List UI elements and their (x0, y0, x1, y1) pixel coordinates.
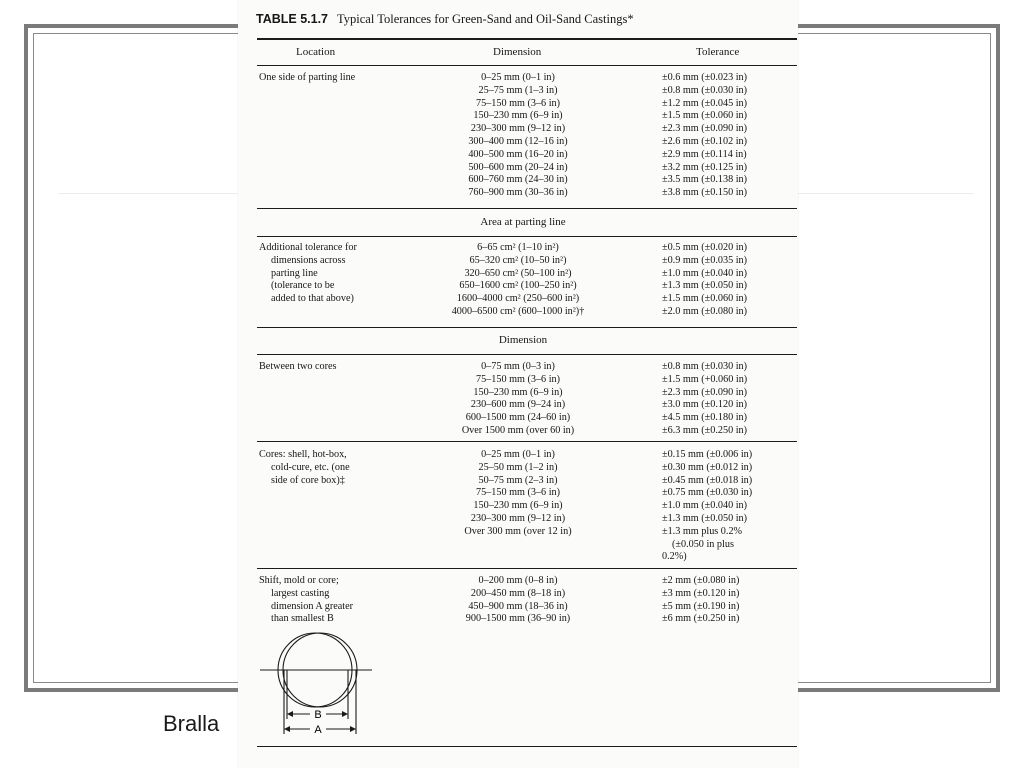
dimension-cell: 500–600 mm (20–24 in) (468, 161, 568, 173)
dimension-list (428, 361, 608, 438)
dimension-cell: Over 1500 mm (over 60 in) (461, 424, 575, 436)
location-line: side of core box)‡ (271, 474, 345, 486)
label-a: A (314, 724, 322, 736)
location-line: Shift, mold or core; (259, 575, 339, 586)
section-location (259, 449, 350, 487)
header-dimension: Dimension (493, 46, 542, 58)
dimension-cell: 65–320 cm² (10–50 in²) (469, 254, 567, 266)
tolerance-cell: ±0.30 mm (±0.012 in) (662, 461, 753, 473)
tolerance-cell: ±3.2 mm (±0.125 in) (662, 161, 748, 173)
location-line: dimensions across (271, 254, 346, 266)
tolerance-cell: ±0.9 mm (±0.035 in) (662, 254, 748, 266)
dimension-cell: 230–300 mm (9–12 in) (470, 512, 566, 524)
dimension-cell: 150–230 mm (6–9 in) (473, 500, 563, 512)
dimension-cell: 230–300 mm (9–12 in) (470, 123, 566, 135)
tolerance-cell: ±1.5 mm (±0.060 in) (662, 110, 748, 122)
tolerance-cell: ±0.15 mm (±0.006 in) (662, 449, 753, 460)
header-rule (257, 65, 797, 66)
arrow-b-left (287, 711, 293, 717)
tolerance-cell: ±3.8 mm (±0.150 in) (662, 187, 748, 199)
location-line: Between two cores (259, 361, 337, 372)
tolerance-list (662, 449, 752, 564)
dimension-list (428, 242, 608, 319)
section-rule (257, 236, 797, 237)
dimension-cell: 450–900 mm (18–36 in) (468, 600, 568, 612)
tolerance-list (662, 72, 747, 200)
dimension-cell: 4000–6500 cm² (600–1000 in²)† (451, 305, 585, 317)
tolerance-cell: ±2.3 mm (±0.090 in) (662, 386, 748, 398)
arrow-b-right (342, 711, 348, 717)
location-line: largest casting (271, 587, 330, 599)
tolerance-cell: ±1.3 mm (±0.050 in) (662, 512, 748, 524)
dimension-cell: 1600–4000 cm² (250–600 in²) (456, 293, 580, 305)
dimension-cell: 0–200 mm (0–8 in) (478, 575, 558, 586)
top-rule (257, 38, 797, 40)
location-line: parting line (271, 267, 318, 279)
dimension-cell: 650–1600 cm² (100–250 in²) (459, 280, 577, 292)
scanned-table-page (238, 0, 798, 768)
section-location (259, 72, 355, 85)
tolerance-cell: ±2.6 mm (±0.102 in) (662, 135, 748, 147)
tolerance-cell: ±2.3 mm (±0.090 in) (662, 123, 748, 135)
tolerance-cell: ±1.3 mm plus 0.2% (662, 525, 743, 537)
tolerance-cell: ±4.5 mm (±0.180 in) (662, 412, 748, 424)
subheader-area: Area at parting line (480, 216, 566, 228)
section-rule (257, 208, 797, 209)
dimension-cell: 600–760 mm (24–30 in) (468, 174, 568, 186)
tolerance-cell: ±2.9 mm (±0.114 in) (662, 148, 747, 160)
dimension-cell: 25–75 mm (1–3 in) (478, 84, 558, 96)
core-shift-diagram (256, 624, 376, 742)
dimension-cell: 320–650 cm² (50–100 in²) (464, 267, 572, 279)
tolerance-cell: ±6.3 mm (±0.250 in) (662, 424, 748, 436)
dimension-cell: 25–50 mm (1–2 in) (478, 461, 558, 473)
dimension-cell: 0–25 mm (0–1 in) (481, 72, 555, 83)
dimension-cell: 300–400 mm (12–16 in) (468, 135, 568, 147)
tolerance-cell: 0.2%) (662, 551, 687, 563)
tolerance-cell: ±1.5 mm (+0.060 in) (662, 373, 748, 385)
caption-text: Bralla (163, 711, 220, 736)
dimension-cell: 75–150 mm (3–6 in) (475, 373, 561, 385)
section-rule (257, 441, 797, 442)
tolerance-cell: ±0.6 mm (±0.023 in) (662, 72, 748, 83)
section-location (259, 361, 337, 374)
dimension-cell: 400–500 mm (16–20 in) (468, 148, 568, 160)
tolerance-cell: ±1.0 mm (±0.040 in) (662, 267, 748, 279)
dimension-list (428, 72, 608, 200)
location-line: added to that above) (271, 293, 354, 305)
subheader-dimension: Dimension (498, 334, 548, 346)
tolerance-cell: ±3 mm (±0.120 in) (662, 587, 740, 599)
header-tolerance: Tolerance (696, 46, 740, 58)
dimension-cell: 150–230 mm (6–9 in) (473, 110, 563, 122)
table-title (256, 12, 634, 27)
tolerance-cell: (±0.050 in plus (672, 538, 734, 550)
arrow-a-right (350, 726, 356, 732)
tolerance-cell: ±3.0 mm (±0.120 in) (662, 399, 748, 411)
dimension-cell: 0–25 mm (0–1 in) (481, 449, 555, 460)
tolerance-cell: ±0.75 mm (±0.030 in) (662, 487, 753, 499)
section-location (259, 575, 353, 626)
dimension-cell: 75–150 mm (3–6 in) (475, 487, 561, 499)
tolerance-list (662, 575, 739, 626)
location-line: dimension A greater (271, 600, 354, 612)
tolerance-cell: ±2 mm (±0.080 in) (662, 575, 740, 586)
table-title-text: Typical Tolerances for Green-Sand and Oil-Sand Castings* (337, 12, 634, 26)
section-rule (257, 568, 797, 569)
location-line: Additional tolerance for (259, 242, 357, 253)
tolerance-cell: ±6 mm (±0.250 in) (662, 613, 740, 625)
tolerance-cell: ±0.5 mm (±0.020 in) (662, 242, 748, 253)
tolerance-cell: ±1.5 mm (±0.060 in) (662, 293, 748, 305)
dimension-cell: 6–65 cm² (1–10 in²) (477, 242, 559, 253)
dimension-cell: 600–1500 mm (24–60 in) (465, 412, 571, 424)
tolerance-list (662, 242, 747, 319)
label-b: B (314, 709, 322, 721)
tolerance-cell: ±3.5 mm (±0.138 in) (662, 174, 748, 186)
dimension-cell: 50–75 mm (2–3 in) (478, 474, 558, 486)
tolerance-cell: ±0.8 mm (±0.030 in) (662, 361, 748, 372)
location-line: than smallest B (271, 613, 334, 625)
section-rule (257, 327, 797, 328)
dimension-cell: 230–600 mm (9–24 in) (470, 399, 566, 411)
tolerance-cell: ±2.0 mm (±0.080 in) (662, 305, 748, 317)
dimension-cell: 0–75 mm (0–3 in) (481, 361, 555, 372)
table-number: TABLE 5.1.7 (256, 12, 329, 26)
arrow-a-left (284, 726, 290, 732)
tolerance-cell: ±5 mm (±0.190 in) (662, 600, 740, 612)
section-rule (257, 354, 797, 355)
dimension-cell: 75–150 mm (3–6 in) (475, 97, 561, 109)
tolerance-cell: ±1.2 mm (±0.045 in) (662, 97, 748, 109)
tolerance-list (662, 361, 747, 438)
dimension-cell: 150–230 mm (6–9 in) (473, 386, 563, 398)
tolerance-cell: ±1.3 mm (±0.050 in) (662, 280, 748, 292)
dimension-list (428, 575, 608, 626)
section-location (259, 242, 357, 306)
location-line: Cores: shell, hot-box, (259, 449, 347, 460)
tolerance-cell: ±1.0 mm (±0.040 in) (662, 500, 748, 512)
tolerance-cell: ±0.8 mm (±0.030 in) (662, 84, 748, 96)
location-line: cold-cure, etc. (one (271, 461, 350, 473)
dimension-list (428, 449, 608, 539)
tolerance-cell: ±0.45 mm (±0.018 in) (662, 474, 753, 486)
dimension-cell: Over 300 mm (over 12 in) (464, 525, 572, 537)
bottom-rule (257, 746, 797, 747)
location-line: (tolerance to be (271, 280, 335, 292)
location-line: One side of parting line (259, 72, 356, 83)
dimension-cell: 900–1500 mm (36–90 in) (465, 613, 571, 625)
dimension-cell: 200–450 mm (8–18 in) (470, 587, 566, 599)
header-location: Location (296, 46, 336, 58)
dimension-cell: 760–900 mm (30–36 in) (468, 187, 568, 199)
